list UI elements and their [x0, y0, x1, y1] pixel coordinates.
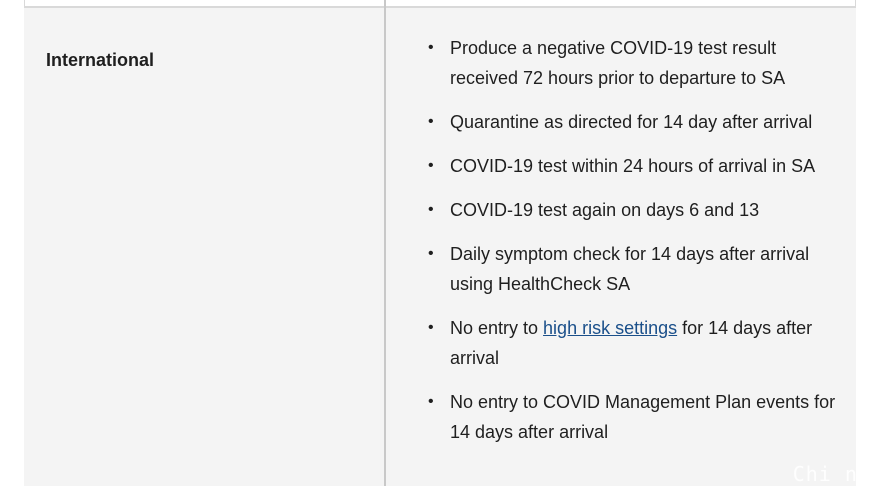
bullet-icon: • [428, 157, 434, 174]
requirement-text-prefix: No entry to [450, 318, 544, 338]
bullet-icon: • [428, 201, 434, 218]
requirement-text: Produce a negative COVID-19 test result received 72 hours prior to departure to SA [450, 38, 786, 88]
region-label: International [46, 50, 155, 70]
list-item [426, 151, 846, 181]
list-item [426, 313, 846, 373]
requirement-text: Quarantine as directed for 14 day after arrival [450, 112, 813, 132]
bullet-icon: • [428, 393, 434, 410]
requirement-text-suffix: for 14 days after arrival [450, 318, 813, 368]
requirement-text: Daily symptom check for 14 days after arrival using HealthCheck SA [450, 244, 810, 294]
list-item [426, 107, 846, 137]
previous-row-cell-region [24, 0, 385, 6]
bullet-icon: • [428, 113, 434, 130]
requirement-text: COVID-19 test within 24 hours of arrival in SA [450, 156, 816, 176]
previous-row-cell-requirements [384, 0, 856, 6]
list-item [426, 195, 846, 225]
requirement-text: COVID-19 test again on days 6 and 13 [450, 200, 760, 220]
high-risk-settings-link[interactable]: high risk settings [543, 318, 678, 338]
requirements-table [24, 0, 856, 486]
column-divider [384, 0, 386, 486]
list-item [426, 387, 846, 447]
list-item [426, 33, 846, 93]
list-item [426, 239, 846, 299]
bullet-icon: • [428, 319, 434, 336]
bullet-icon: • [428, 245, 434, 262]
watermark: Chi na2 [792, 462, 884, 486]
requirements-list [426, 33, 846, 461]
requirement-text: No entry to COVID Management Plan events for 14 days after arrival [450, 392, 836, 442]
previous-table-row [24, 0, 856, 8]
bullet-icon: • [428, 39, 434, 56]
